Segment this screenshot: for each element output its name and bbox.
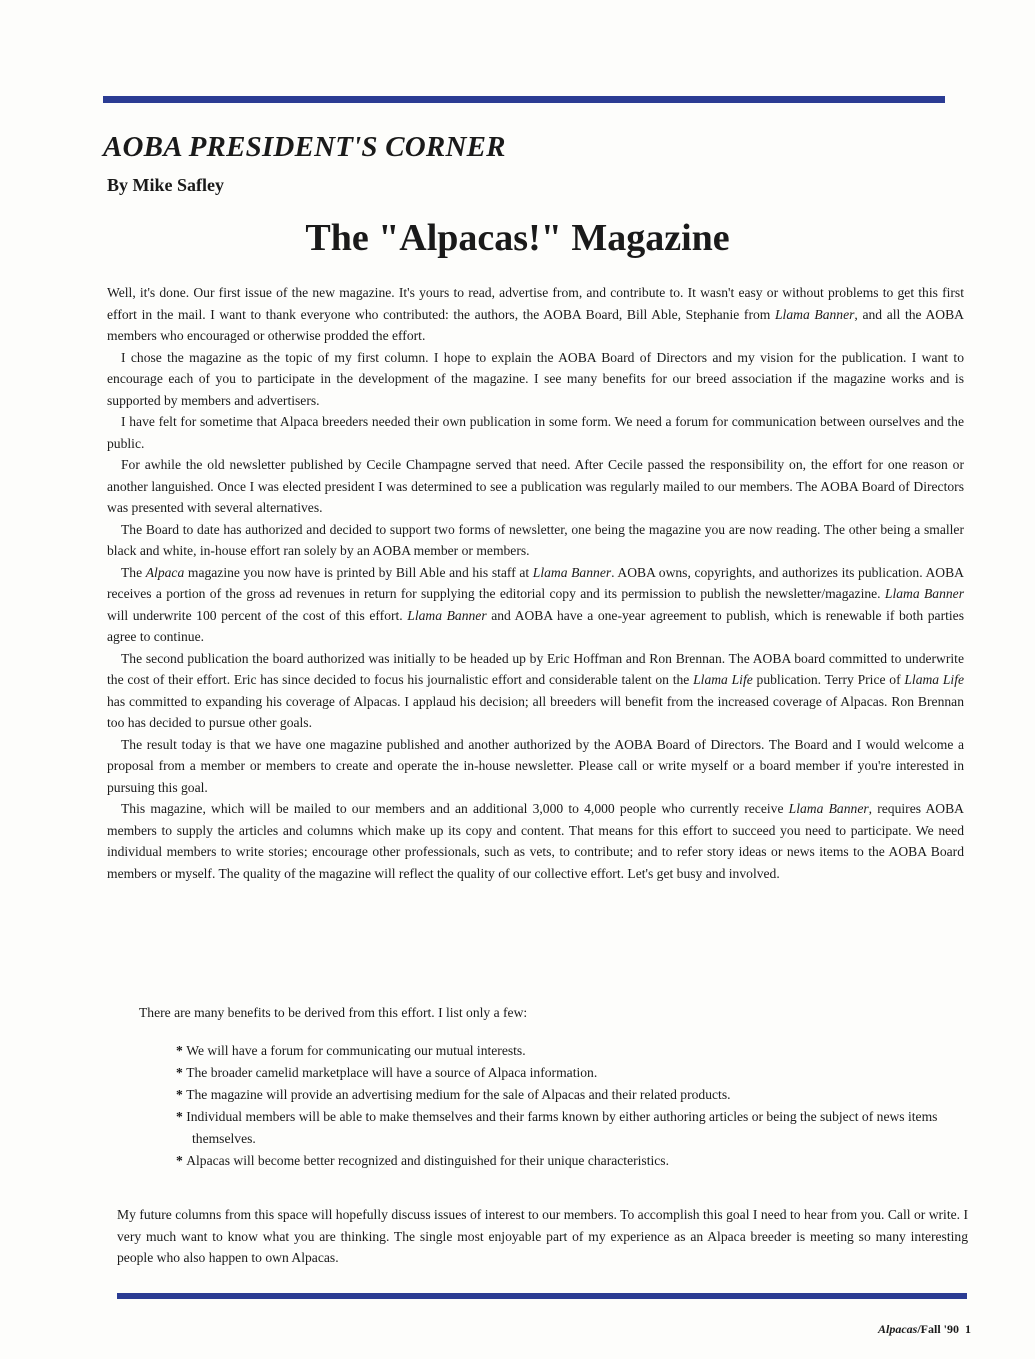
- section-title: AOBA PRESIDENT'S CORNER: [103, 131, 506, 163]
- paragraph-text: and AOBA have a one-year agreement to publish, which is renewable if both parties agree to continue.: [107, 607, 964, 644]
- article-title: The "Alpacas!" Magazine: [305, 217, 730, 259]
- article-paragraph: [107, 648, 964, 734]
- paragraph-text: This magazine, which will be mailed to our members and an additional 3,000 to 4,000 people who currently receive: [121, 801, 789, 816]
- benefit-item: * Individual members will be able to make themselves and their farms known by either authoring articles or being the subject of news items themselves.: [176, 1106, 968, 1150]
- benefits-list: [176, 1040, 968, 1172]
- paragraph-text: The second publication the board authorized was initially to be headed up by Eric Hoffman and Ron Brennan. The AOBA board committed to underwrite the cost of their effort. Eric has since decided to focus his journalistic effort and considerable talent on the: [107, 650, 964, 687]
- publication-name: Llama Life: [904, 672, 965, 687]
- article-paragraph: [107, 411, 964, 454]
- bottom-rule: [117, 1293, 967, 1299]
- article-paragraph: [107, 454, 964, 519]
- paragraph-text: The result today is that we have one magazine published and another authorized by the AOBA Board of Directors. The Board and I would welcome a proposal from a member or members to create and operate the in-house newsletter. Please call or write myself or a board member if you're interested in pursuing this goal.: [107, 736, 964, 795]
- benefit-item: * The magazine will provide an advertising medium for the sale of Alpacas and their related products.: [176, 1084, 968, 1106]
- publication-name: Llama Banner: [407, 607, 487, 623]
- publication-name: Llama Banner: [532, 564, 612, 580]
- paragraph-text: publication. Terry Price of: [752, 672, 905, 687]
- article-paragraph: [107, 798, 964, 884]
- paragraph-text: For awhile the old newsletter published by Cecile Champagne served that need. After Cecile passed the responsibility on, the effort for one reason or another languished. Once I was elected president I was determined to see a publication was regularly mailed to our members. The AOBA Board of Directors was presented with several alternatives.: [107, 457, 964, 515]
- article-body: [107, 282, 964, 884]
- article-paragraph: [107, 519, 964, 562]
- publication-name: Llama Life: [693, 672, 753, 687]
- article-paragraph: [107, 282, 964, 347]
- footer-issue: /Fall '90: [917, 1322, 959, 1336]
- page-number: 1: [965, 1322, 971, 1336]
- article-paragraph: [107, 562, 964, 648]
- page-footer: [878, 1322, 971, 1337]
- top-rule: [103, 96, 945, 103]
- article-paragraph: [107, 734, 964, 799]
- paragraph-text: has committed to expanding his coverage of Alpacas. I applaud his decision; all breeders will benefit from the increased coverage of Alpacas. Ron Brennan too has decided to pursue other goals.: [107, 693, 964, 730]
- benefits-intro: There are many benefits to be derived from this effort. I list only a few:: [139, 1005, 528, 1020]
- paragraph-text: I have felt for sometime that Alpaca breeders needed their own publication in some form. We need a forum for communication between ourselves and the public.: [107, 414, 964, 451]
- paragraph-text: , requires AOBA members to supply the articles and columns which make up its copy and content. That means for this effort to succeed you need to participate. We need individual members to write stories; encourage other professionals, such as vets, to contribute; and to refer story ideas or news items to the AOBA Board members or myself. The quality of the magazine will reflect the quality of our collective effort. Let's get busy and involved.: [107, 801, 964, 881]
- paragraph-text: , and all the AOBA members who encouraged or otherwise prodded the effort.: [107, 306, 964, 343]
- byline: By Mike Safley: [107, 175, 224, 195]
- publication-name: Llama Banner: [775, 306, 855, 322]
- publication-name: Llama Banner: [788, 801, 869, 816]
- paragraph-text: magazine you now have is printed by Bill Able and his staff at: [184, 564, 533, 580]
- benefit-item: * The broader camelid marketplace will have a source of Alpaca information.: [176, 1062, 968, 1084]
- paragraph-text: . AOBA owns, copyrights, and authorizes its publication. AOBA receives a portion of the gross ad revenues in return for supplying the editorial copy and its permission to publish the newsletter/magazine.: [107, 564, 964, 601]
- paragraph-text: will underwrite 100 percent of the cost of this effort.: [107, 607, 408, 623]
- paragraph-text: The: [121, 564, 146, 580]
- paragraph-text: The Board to date has authorized and decided to support two forms of newsletter, one being the magazine you are now reading. The other being a smaller black and white, in-house effort ran solely by an AOBA member or members.: [107, 521, 964, 558]
- article-paragraph: [107, 347, 964, 412]
- benefit-item: * Alpacas will become better recognized and distinguished for their unique characteristics.: [176, 1150, 968, 1172]
- publication-name: Alpaca: [145, 564, 185, 580]
- paragraph-text: I chose the magazine as the topic of my first column. I hope to explain the AOBA Board of Directors and my vision for the publication. I want to encourage each of you to participate in the development of the magazine. I see many benefits for our breed association if the magazine works and is supported by members and advertisers.: [107, 349, 964, 408]
- benefit-item: * We will have a forum for communicating our mutual interests.: [176, 1040, 968, 1062]
- closing-paragraph: My future columns from this space will hopefully discuss issues of interest to our members. To accomplish this goal I need to hear from you. Call or write. I very much want to know what you are thinking. The single most enjoyable part of my experience as an Alpaca breeder is meeting so many interesting people who also happen to own Alpacas.: [117, 1207, 968, 1265]
- paragraph-text: Well, it's done. Our first issue of the new magazine. It's yours to read, advertise from, and contribute to. It wasn't easy or without problems to get this first effort in the mail. I want to thank everyone who contributed: the authors, the AOBA Board, Bill Able, Stephanie from: [107, 285, 964, 322]
- footer-magazine-name: Alpacas: [877, 1322, 918, 1336]
- publication-name: Llama Banner: [884, 586, 964, 601]
